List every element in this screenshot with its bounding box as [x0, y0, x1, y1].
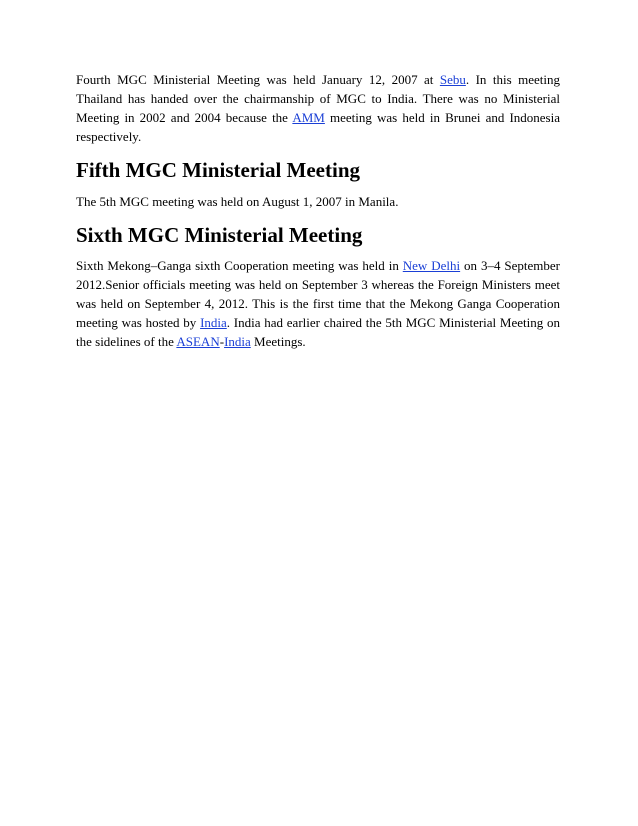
paragraph-text: Meetings. — [250, 334, 306, 349]
paragraph-text: Sixth Mekong–Ganga sixth Cooperation meeting was held in — [76, 258, 403, 273]
paragraph-text: Fourth MGC Ministerial Meeting was held January 12, 2007 at — [76, 72, 440, 87]
link-india-2[interactable]: India — [224, 334, 251, 349]
paragraph-text: - — [219, 334, 225, 349]
paragraph-text: . India had earlier chaired the 5th MGC Ministerial Meeting on the sidelines of the — [76, 315, 560, 349]
fifth-meeting-paragraph: The 5th MGC meeting was held on August 1, 2007 in Manila. — [76, 194, 399, 209]
link-asean[interactable]: ASEAN — [176, 334, 220, 349]
paragraph-text: on 3–4 September 2012.Senior officials meeting was held on September 3 whereas the Foreign Ministers meet was held on September 4, 2012. This is the first time that the Mekong Ganga Cooperation meeting was hosted by — [76, 258, 560, 330]
link-sebu[interactable]: Sebu — [439, 72, 466, 87]
link-amm[interactable]: AMM — [292, 110, 325, 125]
sixth-meeting-paragraph — [76, 256, 560, 351]
fifth-meeting-heading: Fifth MGC Ministerial Meeting — [76, 158, 361, 182]
link-india[interactable]: India — [200, 315, 227, 330]
fourth-meeting-paragraph — [76, 70, 560, 146]
link-new-delhi[interactable]: New Delhi — [402, 258, 461, 273]
document-page — [76, 70, 560, 351]
sixth-meeting-heading: Sixth MGC Ministerial Meeting — [76, 223, 363, 247]
paragraph-text: . In this meeting Thailand has handed over the chairmanship of MGC to India. There was no Ministerial Meeting in 2002 and 2004 because the — [76, 72, 560, 125]
paragraph-text: meeting was held in Brunei and Indonesia respectively. — [76, 110, 560, 144]
